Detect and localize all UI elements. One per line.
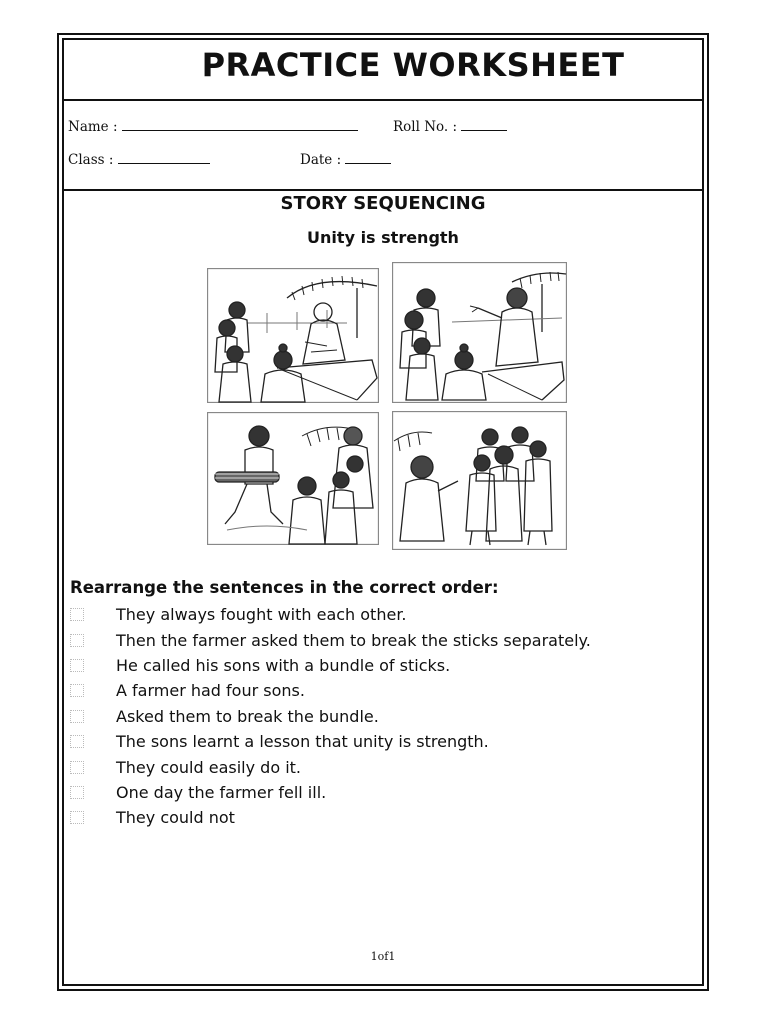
order-checkbox[interactable] <box>70 735 84 748</box>
sentence-text: The sons learnt a lesson that unity is strength. <box>116 732 489 752</box>
sentence-text: They could easily do it. <box>116 757 301 777</box>
page-border-inner <box>62 38 704 986</box>
name-label: Name : <box>68 119 118 135</box>
date-blank[interactable] <box>345 151 391 164</box>
sentence-item <box>70 627 591 652</box>
story-picture-unity-lesson <box>392 411 567 550</box>
order-checkbox[interactable] <box>70 786 84 799</box>
story-picture-farmer-ill <box>207 268 379 403</box>
sentence-text: Asked them to break the bundle. <box>116 706 379 726</box>
order-checkbox[interactable] <box>70 659 84 672</box>
roll-field[interactable] <box>393 118 507 135</box>
order-checkbox[interactable] <box>70 684 84 697</box>
sentence-text: They could not <box>116 808 235 828</box>
roll-label: Roll No. : <box>393 119 458 135</box>
section-title: STORY SEQUENCING <box>280 193 486 214</box>
class-label: Class : <box>68 152 114 168</box>
header-divider <box>62 189 704 191</box>
worksheet-title: PRACTICE WORKSHEET <box>201 46 625 84</box>
order-checkbox[interactable] <box>70 710 84 723</box>
sentence-item <box>70 704 591 729</box>
sentence-text: One day the farmer fell ill. <box>116 782 327 802</box>
date-field[interactable] <box>300 151 391 168</box>
sentence-item <box>70 805 591 830</box>
page-number: 1of1 <box>370 950 396 963</box>
sentence-item <box>70 653 591 678</box>
sentence-item <box>70 729 591 754</box>
sentence-text: Then the farmer asked them to break the sticks separately. <box>116 630 591 650</box>
sentence-item <box>70 678 591 703</box>
sentence-item <box>70 602 591 627</box>
sentence-item <box>70 780 591 805</box>
order-checkbox[interactable] <box>70 811 84 824</box>
story-picture-farmer-calls-sons <box>392 262 567 403</box>
sentence-text: A farmer had four sons. <box>116 681 305 701</box>
story-title: Unity is strength <box>307 228 459 247</box>
instruction-text: Rearrange the sentences in the correct order: <box>70 578 499 597</box>
order-checkbox[interactable] <box>70 608 84 621</box>
sentence-list <box>70 602 591 831</box>
roll-blank[interactable] <box>461 118 507 131</box>
class-field[interactable] <box>68 151 210 168</box>
order-checkbox[interactable] <box>70 634 84 647</box>
name-field[interactable] <box>68 118 358 135</box>
name-blank[interactable] <box>122 118 358 131</box>
order-checkbox[interactable] <box>70 761 84 774</box>
story-picture-breaking-bundle <box>207 412 379 545</box>
title-divider <box>62 99 704 101</box>
sentence-text: He called his sons with a bundle of sticks. <box>116 655 451 675</box>
class-blank[interactable] <box>118 151 210 164</box>
sentence-text: They always fought with each other. <box>116 605 407 625</box>
sentence-item <box>70 754 591 779</box>
date-label: Date : <box>300 152 342 168</box>
